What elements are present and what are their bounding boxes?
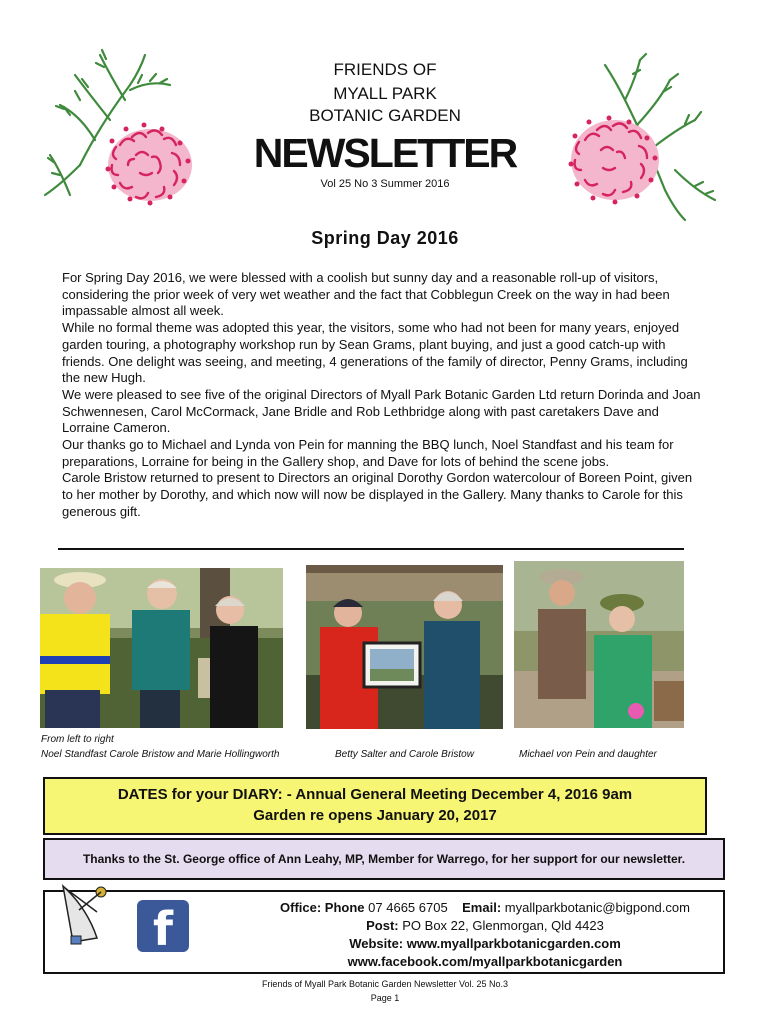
caption-photo-2: Betty Salter and Carole Bristow xyxy=(335,749,474,760)
post-label: Post: xyxy=(366,918,399,933)
website-link[interactable]: Website: www.myallparkbotanicgarden.com xyxy=(349,936,621,951)
newsletter-title: NEWSLETTER xyxy=(253,130,517,176)
email-label: Email: xyxy=(462,900,502,915)
office-label: Office: Phone xyxy=(280,900,365,915)
caption-intro: From left to right xyxy=(41,734,114,745)
photo-betty-carole xyxy=(306,565,503,729)
article-heading: Spring Day 2016 xyxy=(311,228,459,248)
contact-line-office xyxy=(255,899,715,917)
facebook-icon[interactable] xyxy=(137,900,189,956)
volume-info: Vol 25 No 3 Summer 2016 xyxy=(320,178,450,190)
header-myall-park: MYALL PARK xyxy=(333,84,437,103)
diary-dates-box xyxy=(43,777,707,835)
diary-garden-reopens: Garden re opens January 20, 2017 xyxy=(253,807,497,824)
satellite-dish-icon xyxy=(57,878,119,946)
article-paragraph: Carole Bristow returned to present to Directors an original Dorothy Gordon watercolour of Boreen Point, given to her mother by Dorothy, and which now will now be displayed in the Gallery. Many thanks to Carole for this generous gift. xyxy=(62,470,693,519)
article-paragraph: While no formal theme was adopted this year, the visitors, some who had not been for many years, enjoyed garden touring, a photography workshop run by Sean Grams, plant buying, and just a good catch-up with friends. One delight was seeing, and meeting, 4 generations of the family of director, Penny Grams, including the new Hugh. xyxy=(62,320,688,386)
caption-photo-3: Michael von Pein and daughter xyxy=(519,749,657,760)
email-address[interactable]: myallparkbotanic@bigpond.com xyxy=(504,900,690,915)
article-paragraph: We were pleased to see five of the original Directors of Myall Park Botanic Garden Ltd return Dorinda and Joan Schwennesen, Carol McCormack, Jane Bridle and Rob Lethbridge along with past caretakers Dave and Lorraine Cameron. xyxy=(62,386,701,436)
phone-number: 07 4665 6705 xyxy=(368,900,448,915)
article-paragraph: For Spring Day 2016, we were blessed with a coolish but sunny day and a reasonable roll-up of visitors, considering the prior week of very wet weather and the fact that Cobblegun Creek on the way in had been impassable almost all week. xyxy=(62,270,670,319)
diary-agm: DATES for your DIARY: - Annual General Meeting December 4, 2016 9am xyxy=(117,786,633,803)
caption-photo-1: Noel Standfast Carole Bristow and Marie Hollingworth xyxy=(41,749,280,760)
footer-newsletter-info: Friends of Myall Park Botanic Garden Newsletter Vol. 25 No.3 xyxy=(261,979,509,989)
article-body xyxy=(62,270,702,521)
sponsor-thanks: Thanks to the St. George office of Ann Leahy, MP, Member for Warrego, for her support for our newsletter. xyxy=(43,838,725,880)
facebook-link[interactable]: www.facebook.com/myallparkbotanicgarden xyxy=(347,954,623,969)
contact-line-post xyxy=(255,917,715,935)
article-paragraph: Our thanks go to Michael and Lynda von Pein for manning the BBQ lunch, Noel Standfast and his team for preparations, Lorraine for being in the Gallery shop, and Dave for lots of behind the scene jobs. xyxy=(62,437,674,469)
photo-noel-carole-marie xyxy=(40,568,283,728)
header-friends-of: FRIENDS OF xyxy=(333,60,437,79)
contact-box xyxy=(43,890,725,974)
photo-michael-daughter xyxy=(514,561,684,728)
post-address: PO Box 22, Glenmorgan, Qld 4423 xyxy=(402,918,604,933)
contact-details xyxy=(255,899,715,971)
page-number: Page 1 xyxy=(370,993,400,1003)
header-botanic-garden: BOTANIC GARDEN xyxy=(309,106,461,125)
section-divider xyxy=(58,548,684,550)
facebook-logo-letter: f xyxy=(152,902,173,956)
